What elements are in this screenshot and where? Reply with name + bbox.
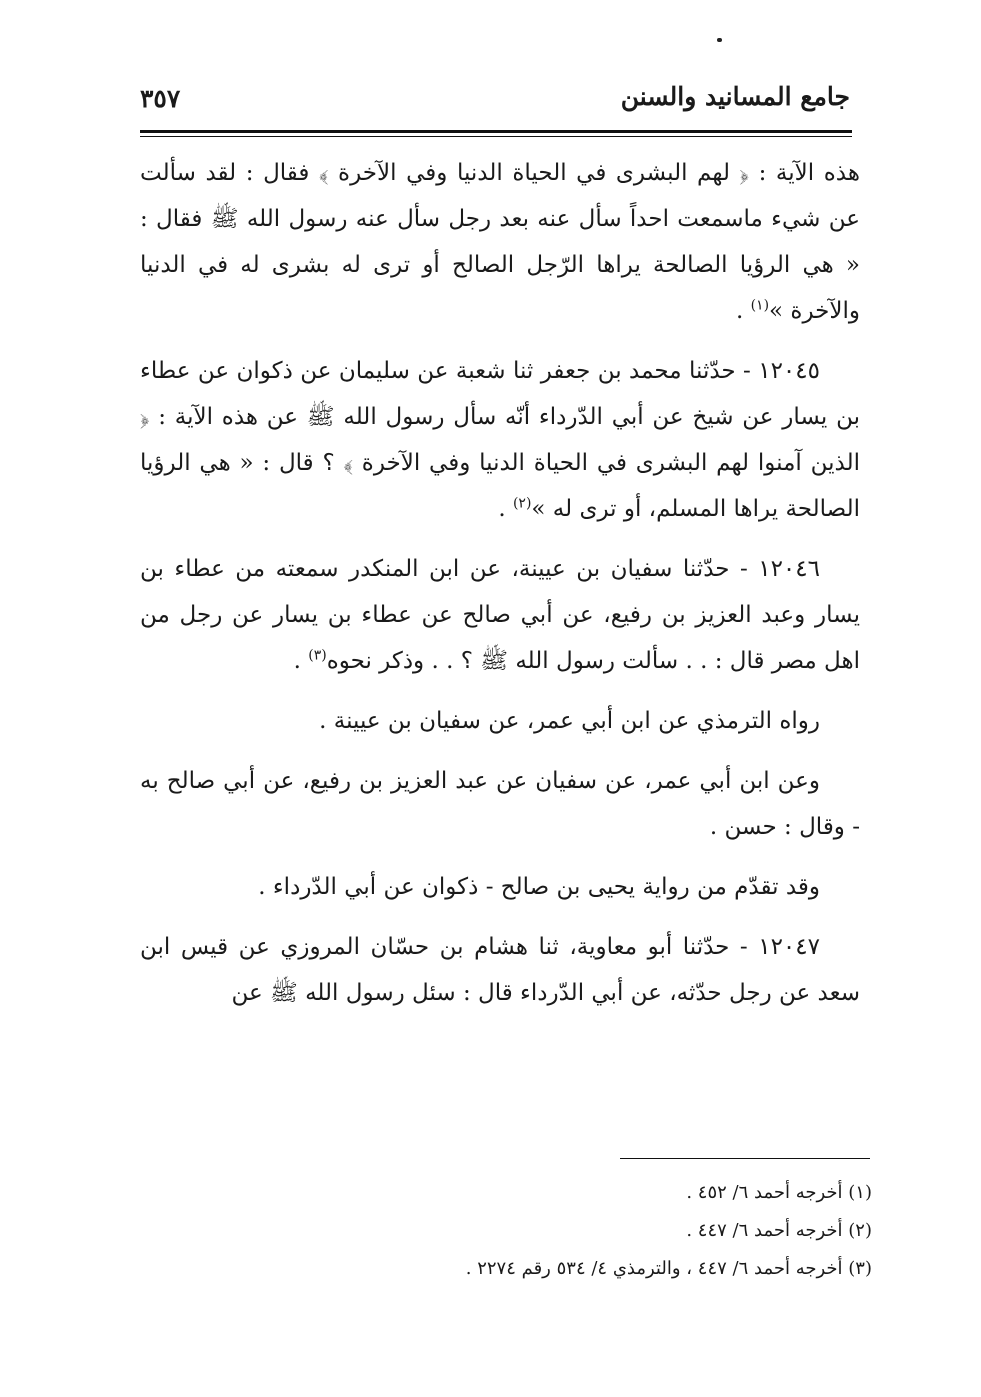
running-title: جامع المسانيد والسنن — [620, 82, 850, 111]
paragraph-text: رواه الترمذي عن ابن أبي عمر، عن سفيان بن عيينة . — [319, 708, 820, 734]
main-text — [140, 150, 860, 1030]
footnote-ref[interactable]: (٢) — [512, 495, 532, 512]
ink-speck — [717, 38, 722, 42]
paragraph-tirmidhi-2 — [140, 758, 860, 850]
footnote-3: (٣) أخرجه أحمد ٦/ ٤٤٧ ، والترمذي ٤/ ٥٣٤ رقم ٢٢٧٤ . — [465, 1258, 872, 1279]
paragraph-tail: . — [293, 648, 309, 674]
footnote-ref[interactable]: (١) — [750, 297, 770, 314]
footnote-separator — [620, 1158, 870, 1159]
paragraph-cross-reference — [140, 864, 860, 910]
paragraph-tirmidhi-1 — [140, 698, 860, 744]
paragraph-text: ١٢٠٤٥ - حدّثنا محمد بن جعفر ثنا شعبة عن سليمان عن ذكوان عن عطاء بن يسار عن شيخ عن أبي الدّرداء أنّه سأل رسول الله ﷺ عن هذه الآية : ﴿ الذين آمنوا لهم البشرى في الحياة الدنيا وفي الآخرة ﴾ ؟ قال : « هي الرؤيا الصالحة يراها المسلم، أو ترى له » — [140, 358, 860, 522]
paragraph-text: ١٢٠٤٦ - حدّثنا سفيان بن عيينة، عن ابن المنكدر سمعته من عطاء بن يسار وعبد العزيز بن رفيع، عن أبي صالح عن عطاء بن يسار عن رجل من اهل مصر قال : . . سألت رسول الله ﷺ ؟ . . وذكر نحوه — [140, 556, 860, 674]
footnote-1: (١) أخرجه أحمد ٦/ ٤٥٢ . — [686, 1182, 872, 1203]
footnote-2: (٢) أخرجه أحمد ٦/ ٤٤٧ . — [686, 1220, 872, 1241]
paragraph-hadith-12047 — [140, 924, 860, 1016]
page-header — [140, 78, 850, 130]
paragraph-text: وعن ابن أبي عمر، عن سفيان عن عبد العزيز بن رفيع، عن أبي صالح به - وقال : حسن . — [140, 768, 860, 840]
paragraph-hadith-12046 — [140, 546, 860, 684]
page-number: ٣٥٧ — [140, 84, 181, 113]
header-rule — [140, 130, 852, 133]
paragraph-text: ١٢٠٤٧ - حدّثنا أبو معاوية، ثنا هشام بن حسّان المروزي عن قيس ابن سعد عن رجل حدّثه، عن أبي الدّرداء قال : سئل رسول الله ﷺ عن — [140, 934, 860, 1006]
footnote-ref[interactable]: (٣) — [308, 647, 327, 664]
paragraph-text: وقد تقدّم من رواية يحيى بن صالح - ذكوان عن أبي الدّرداء . — [258, 874, 820, 900]
paragraph-tail: . — [735, 298, 751, 324]
paragraph-tail: . — [498, 496, 513, 522]
header-rule-thin — [140, 136, 852, 137]
paragraph-text: هذه الآية : ﴿ لهم البشرى في الحياة الدنيا وفي الآخرة ﴾ فقال : لقد سألت عن شيء ماسمعت احداً سأل عنه بعد رجل سأل عنه رسول الله ﷺ فقال : « هي الرؤيا الصالحة يراها الرّجل الصالح أو ترى له بشرى له في الدنيا والآخرة » — [140, 160, 860, 324]
footnotes — [300, 1174, 872, 1288]
paragraph-1 — [140, 150, 860, 334]
paragraph-hadith-12045 — [140, 348, 860, 532]
